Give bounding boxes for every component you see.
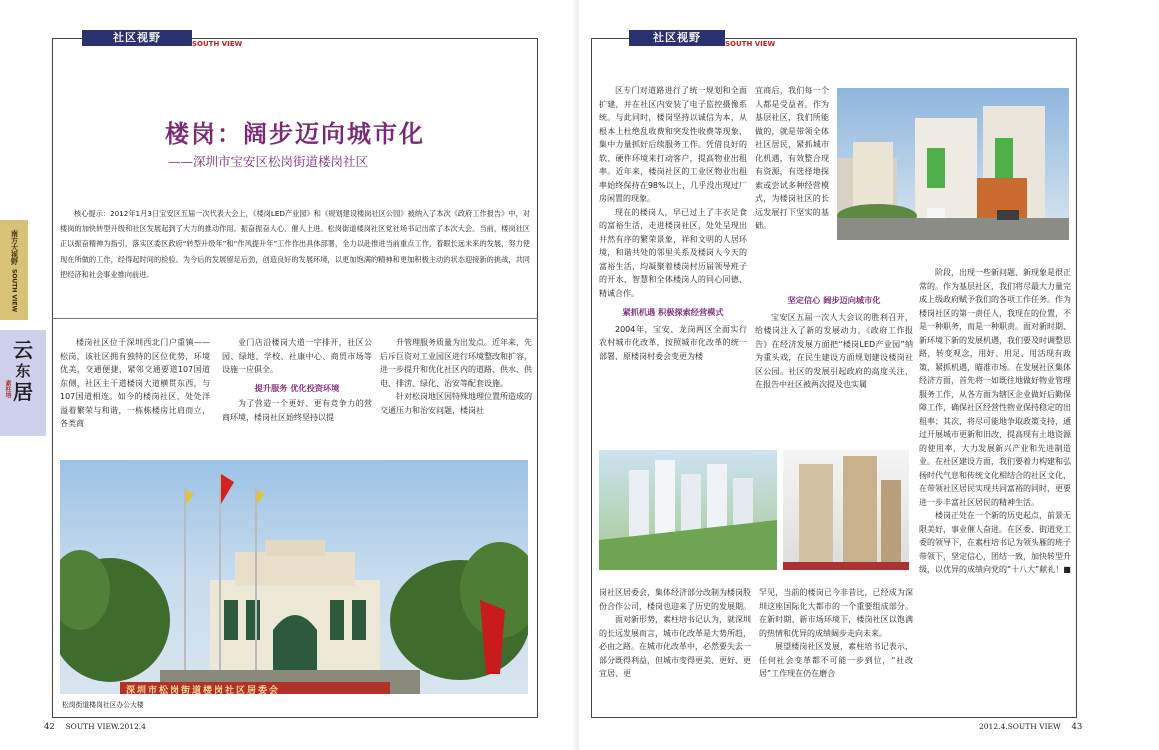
article-subtitle: ——深圳市宝安区松岗街道楼岗社区	[168, 154, 369, 169]
r1-para3: 2004年，宝安、龙岗两区全面实行农村城市化改革，按照城市化改革的统一部署，原楼岗村委会变更为楼	[599, 324, 747, 360]
r2-para1: 宜商后，我们每一个人都是受益者。作为基层社区，我们所能做的，就是带领全体社区居民，紧抓城市化机遇，有效整合现有资源，有选择地探索或尝试多种经营模式，为楼岗社区的长远发展打下坚实的基础。	[755, 86, 829, 230]
r1-para1: 区专门对道路进行了统一规划和全面扩建，并在社区内安装了电子监控摄像系统。与此同时，楼岗坚持以诚信为本，从根本上杜绝乱收费和突发性收费等现象，集中力量抓好后续服务工作。凭借良好的软、硬件环境来打动客户，提高物业出租率。近年来，楼岗社区的工业区物业出租率始终保持在98%以上，几乎没出现过厂房闲置的现象。	[599, 86, 747, 203]
sidebar-tab-cn: 南方大视野	[10, 230, 19, 265]
sidebar-tab-en: SOUTH VIEW	[10, 269, 18, 313]
calligraphy-seal	[0, 330, 46, 436]
bottom-col2	[759, 586, 913, 696]
photo-caption: 松岗街道楼岗社区办公大楼	[62, 701, 144, 709]
col3-para2: 针对松岗地区因特殊地理位置所造成的交通压力和治安问题，楼岗社	[380, 392, 532, 415]
right-col2-upper	[755, 84, 829, 268]
residential-towers-photo	[837, 88, 1069, 240]
sidebar-tab	[0, 220, 28, 320]
right-col3	[919, 266, 1071, 694]
body-col1: 楼岗社区位于深圳西北门户重镇——松岗，该社区拥有独特的区位优势，环境优美，交通便捷，紧邻交通要道107国道东侧，社区主干道楼岗大道横贯东西，与107国道相连。如今的楼岗社区，处处洋溢着繁荣与和谐，一栋栋楼房比肩而立，各类商	[60, 338, 210, 428]
bl-para2: 面对新形势，素柱培书记认为，就深圳的长远发展而言，城市化改革是大势所趋，必由之路。在城市化改革中，必然要失去一部分既得利益，但城市变得更美、更好、更宜居、更	[599, 615, 751, 678]
right-col1	[599, 84, 747, 360]
left-page	[0, 0, 579, 750]
building-banner-text: 深圳市松岗街道楼岗社区居委会	[126, 686, 281, 694]
page-number-left: 42	[44, 722, 55, 732]
folio-text-left: SOUTH VIEW.2012.4	[65, 722, 146, 731]
render-1-illustration	[599, 450, 777, 570]
folio-right	[979, 722, 1082, 732]
render-2-illustration	[783, 450, 909, 570]
body-col2	[222, 336, 372, 454]
article-summary: 核心提示：2012年1月3日宝安区五届一次代表大会上，《楼岗LED产业园》和《规划建设楼岗社区公园》被纳入了本次《政府工作报告》中，对楼岗的加快转型升级和社区发展起到了大力的推动作用。振奋振奋人心、催人上进。松岗街道楼岗社区党社场书记出席了本次大会。当前，楼岗社区正以振奋精神为指引，落实区委区政府“转型升级年”和“作风提升年”工作作出具体部署，全力以赴推进当前重点工作，着眼长远未来的发展，努力使现在所做的工作，经得起时间的检验。为今后的发展留足后劲，创造良好的发展环境，以更加饱满的精神和更加积极主动的状态迎接新的挑战，共同把经济和社会事业推向前进。	[60, 209, 530, 279]
seal-note: 素柱培	[4, 380, 11, 398]
folio-text-right: 2012.4.SOUTH VIEW	[979, 722, 1061, 731]
bm-para1: 罕见，当前的楼岗已今非昔比，已经成为深圳这座国际化大都市的一个重要组成部分。在新时期、新市场环境下，楼岗社区以饱满的热情和优异的成绩阔步走向未来。	[759, 588, 913, 638]
section-subtitle-left: SOUTH VIEW	[192, 40, 243, 48]
bottom-col1	[599, 586, 751, 696]
community-render-1	[599, 450, 777, 570]
section-header-right: 社区视野	[629, 30, 725, 46]
heading-service: 提升服务 优化投资环境	[254, 382, 340, 393]
towers-illustration	[837, 88, 1069, 240]
office-building-illustration	[60, 460, 528, 694]
office-building-photo	[60, 460, 528, 694]
seal-char-3: 居	[13, 380, 33, 404]
article-title: 楼岗：阔步迈向城市化	[165, 120, 425, 148]
page-number-right: 43	[1071, 722, 1083, 732]
bm-para2: 展望楼岗社区发展，素柱培书记表示，任何社会变革都不可能一步到位，“社改居”工作现在仍在磨合	[759, 642, 913, 678]
r3-para1: 阶段，出现一些新问题、新现象是很正常的。作为基层社区，我们将尽最大力量完成上级政府赋予我们的各项工作任务。作为楼岗社区的第一责任人，我现在的位置，不是一种职务，而是一种职责。面对新时期、新环境下新的发展机遇，我们要及时调整思路，转变观念，用好、用足、用活现有政策，紧抓机遇，瞄准市场。在发展社区集体经济方面，首先将一如既往地做好物业管理服务工作，从各方面为辖区企业做好后勤保障工作，确保社区经营性物业保持稳定的出租率；其次，将尽可能地争取政策支持，通过开展城市更新和旧改，提高现有土地资源的使用率，大力发展新兴产业和先进制造业。在社区建设方面，我们要着力构建和弘扬时代气息和传统文化相结合的社区文化，在带领社区居民实现共同富裕的同时，更要进一步丰富社区居民的精神生活。	[919, 268, 1071, 507]
summary-divider	[52, 318, 538, 319]
r2-para2: 宝安区五届一次人大会议的胜利召开，给楼岗注入了新的发展动力，《政府工作报告》在经济发展方面把“楼岗LED产业园”纳为重头戏，在民生建设方面规划建设楼岗社区公园。社区的发展引起政府的高度关注，在报告中社区被两次提及也实属	[755, 312, 913, 389]
seal-char-1: 云	[13, 338, 33, 362]
seal-char-2: 东	[15, 362, 31, 380]
heading-opportunity: 紧抓机遇 积极探索经营模式	[622, 307, 724, 317]
r1-para2: 现在的楼岗人，早已过上了丰衣足食的富裕生活，走进楼岗社区，处处呈现出井然有序的繁荣景象，祥和文明的人居环境，和谐共处的邻里关系及楼岗人今天的富裕生活，均凝聚着楼岗村历届领导班子的开水、智慧和全体楼岗人的同心同德、精诚合作。	[599, 207, 747, 298]
col2-para2: 为了营造一个更好、更有竞争力的营商环境，楼岗社区始终坚持以提	[222, 399, 372, 422]
r3-para2: 楼岗正处在一个新的历史起点，前景无限美好，事业催人奋进。在区委、街道党工委的领导下，在素柱培书记为领头雁的班子带领下，坚定信心，团结一致，加快转型升级，以优异的成绩向党的“十八大”献礼！■	[919, 511, 1071, 574]
section-subtitle-right: SOUTH VIEW	[725, 40, 776, 48]
folio-left	[44, 722, 146, 732]
right-col2-lower	[755, 268, 913, 440]
body-col3	[380, 336, 532, 454]
section-header-left: 社区视野	[82, 30, 192, 46]
right-page	[579, 0, 1159, 750]
bl-para1: 岗社区居委会，集体经济部分改制为楼岗股份合作公司，楼岗也迎来了历史的发展期。	[599, 588, 751, 611]
community-render-2	[783, 450, 909, 570]
col2-para1: 业门店沿楼岗大道一字排开，社区公园、绿地、学校、社康中心、商贸市场等设施一应俱全。	[222, 338, 372, 374]
col3-para1: 升管理服务质量为出发点。近年来，先后斥巨资对工业园区进行环境整改和扩容，进一步提升和优化社区内的道路、供水、供电、排涝、绿化、治安等配套设施。	[380, 338, 532, 388]
heading-confidence: 坚定信心 阔步迈向城市化	[787, 295, 881, 305]
